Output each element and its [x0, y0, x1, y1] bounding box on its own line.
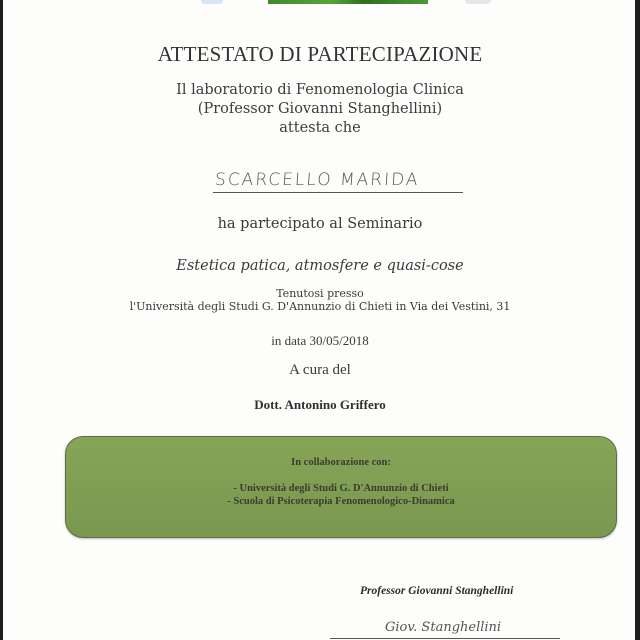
- collaborator-item: - Scuola di Psicoterapia Fenomenologico-Dinamica: [227, 496, 455, 507]
- held-at-label: Tenutosi presso: [276, 287, 364, 300]
- logo-right-seal: [465, 0, 491, 4]
- name-underline: [213, 192, 463, 193]
- date-text: in data 30/05/2018: [271, 333, 369, 348]
- handwritten-signature: Giov. Stanghellini: [385, 620, 502, 635]
- logo-center-image: [268, 0, 428, 4]
- issuer-professor: (Professor Giovanni Stanghellini): [197, 101, 443, 117]
- participated-text: ha partecipato al Seminario: [217, 216, 423, 232]
- attests-text: attesta che: [279, 120, 361, 136]
- issuer-line: Il laboratorio di Fenomenologia Clinica: [176, 82, 464, 98]
- curated-by-label: A cura del: [289, 362, 351, 378]
- certificate-title: ATTESTATO DI PARTECIPAZIONE: [157, 42, 483, 66]
- collaborator-item: - Università degli Studi G. D'Annunzio di Chieti: [233, 483, 449, 494]
- participant-name: SCARCELLO MARIDA: [214, 170, 421, 190]
- collaboration-box: [65, 436, 617, 538]
- logo-left: [201, 0, 223, 4]
- venue-text: l'Università degli Studi G. D'Annunzio di Chieti in Via dei Vestini, 31: [129, 300, 511, 313]
- scan-border: [635, 0, 640, 640]
- signature-line: [330, 638, 560, 639]
- seminar-title: Estetica patica, atmosfere e quasi-cose: [176, 258, 464, 274]
- signatory-name: Professor Giovanni Stanghellini: [360, 585, 514, 597]
- curator-name: Dott. Antonino Griffero: [254, 397, 386, 412]
- collaboration-heading: In collaborazione con:: [291, 457, 391, 468]
